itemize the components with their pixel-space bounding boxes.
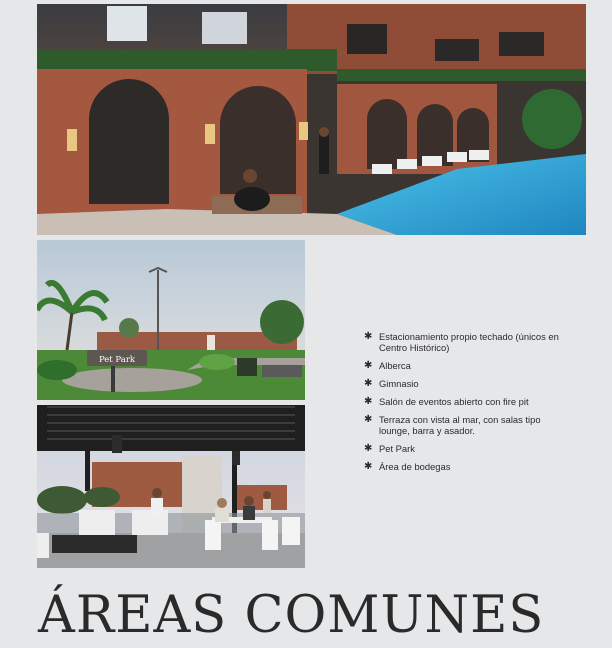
asterisk-bullet-icon: ✱ — [364, 414, 373, 425]
list-item — [364, 378, 564, 389]
asterisk-bullet-icon: ✱ — [364, 378, 373, 389]
asterisk-bullet-icon: ✱ — [364, 331, 373, 342]
amenity-text: Gimnasio — [379, 378, 419, 389]
amenity-text: Salón de eventos abierto con fire pit — [379, 396, 529, 407]
page-title: ÁREAS COMUNES — [38, 586, 545, 645]
list-item — [364, 360, 564, 371]
list-item — [364, 396, 564, 407]
list-item — [364, 443, 564, 454]
asterisk-bullet-icon: ✱ — [364, 360, 373, 371]
list-item — [364, 461, 564, 472]
pool-courtyard-photo — [37, 4, 586, 235]
asterisk-bullet-icon: ✱ — [364, 396, 373, 407]
asterisk-bullet-icon: ✱ — [364, 461, 373, 472]
asterisk-bullet-icon: ✱ — [364, 443, 373, 454]
amenity-text: Terraza con vista al mar, con salas tipo lounge, barra y asador. — [379, 414, 541, 436]
list-item — [364, 331, 564, 353]
amenity-text: Estacionamiento propio techado (únicos en Centro Histórico) — [379, 331, 559, 353]
list-item — [364, 414, 564, 436]
pet-park-sign-text: Pet Park — [98, 355, 136, 365]
amenity-text: Área de bodegas — [379, 461, 451, 472]
amenity-text: Alberca — [379, 360, 411, 371]
pet-park-photo — [37, 240, 305, 400]
amenity-text: Pet Park — [379, 443, 415, 454]
amenities-list — [364, 331, 564, 479]
terrace-lounge-photo — [37, 405, 305, 568]
